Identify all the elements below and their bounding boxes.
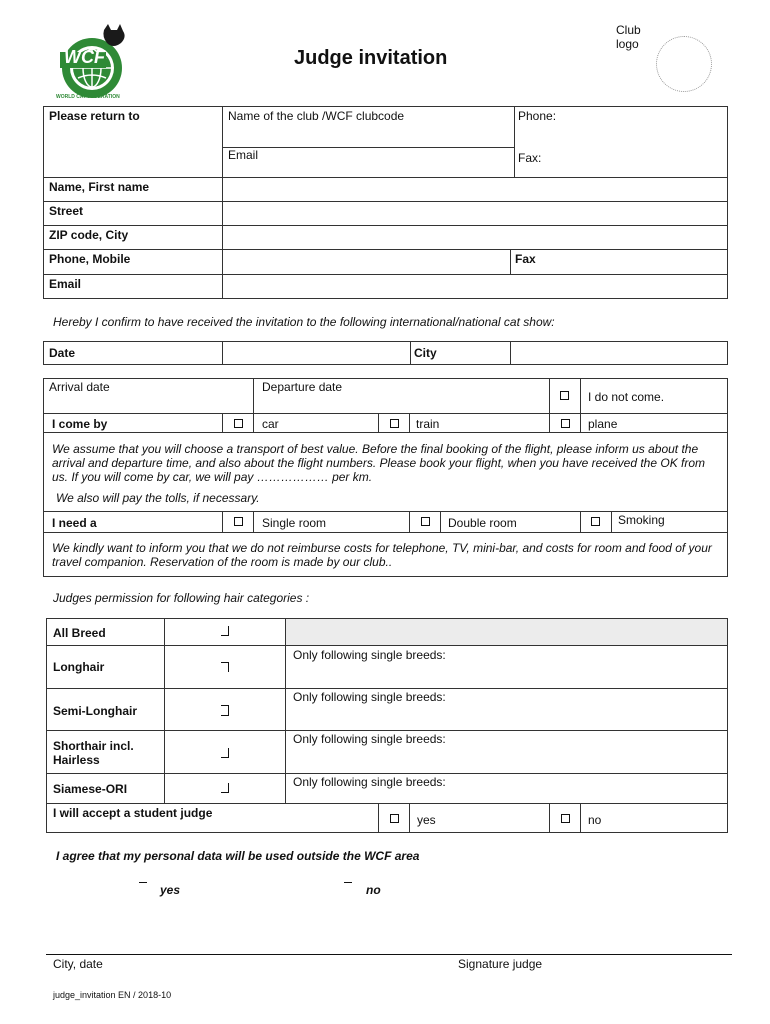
consent-yes-checkbox[interactable] — [139, 882, 147, 883]
form-code: judge_invitation EN / 2018-10 — [53, 990, 172, 1000]
signature-line — [46, 954, 732, 955]
zip-input[interactable] — [223, 226, 727, 249]
consent-yes-label: yes — [160, 883, 181, 897]
name-input[interactable] — [223, 178, 727, 201]
shorthair-label-line1: Shorthair incl. — [53, 739, 134, 753]
shorthair-label-line2: Hairless — [53, 753, 100, 767]
club-name-field[interactable]: Name of the club /WCF clubcode — [228, 109, 405, 123]
shorthair-checkbox[interactable] — [221, 748, 229, 758]
siamese-breeds-field[interactable]: Only following single breeds: — [293, 775, 446, 789]
plane-label: plane — [588, 417, 618, 431]
transport-note: We assume that you will choose a transport of best value. Before the final booking of the flight, please inform us about the arrival and departure time, and also about the flight numbers. Please book your flight, when you have received the OK from us. If you will come by car, we will pay ……………… per km. — [52, 442, 706, 484]
double-room-checkbox[interactable] — [421, 517, 430, 526]
reimburse-note: We kindly want to inform you that we do not reimburse costs for telephone, TV, mini-bar, and costs for room and food of your travel companion. Reservation of the room is made by our club.. — [52, 541, 712, 569]
club-fax-field[interactable]: Fax: — [518, 151, 542, 165]
siamese-label: Siamese-ORI — [53, 782, 128, 796]
consent-text: I agree that my personal data will be used outside the WCF area — [56, 849, 420, 863]
longhair-checkbox[interactable] — [221, 662, 229, 672]
permission-heading: Judges permission for following hair categories : — [53, 591, 310, 605]
phone-mobile-input[interactable] — [223, 250, 509, 273]
car-checkbox[interactable] — [234, 419, 243, 428]
email-label: Email — [49, 277, 82, 291]
student-judge-label: I will accept a student judge — [53, 806, 213, 820]
street-input[interactable] — [223, 202, 727, 225]
shorthair-breeds-field[interactable]: Only following single breeds: — [293, 732, 446, 746]
i-come-by-label: I come by — [52, 417, 108, 431]
phone-mobile-label: Phone, Mobile — [49, 252, 131, 266]
logo-ring-text: WORLD CAT FEDERATION — [56, 94, 120, 100]
departure-date-field[interactable]: Departure date — [262, 380, 343, 394]
show-date-input[interactable] — [223, 342, 409, 364]
tolls-note: We also will pay the tolls, if necessary. — [56, 491, 260, 505]
all-breed-checkbox[interactable] — [221, 626, 229, 636]
i-need-a-label: I need a — [52, 516, 97, 530]
smoking-label: Smoking — [618, 513, 665, 527]
street-label: Street — [49, 204, 84, 218]
plane-checkbox[interactable] — [561, 419, 570, 428]
train-label: train — [416, 417, 440, 431]
semi-longhair-checkbox[interactable] — [221, 705, 229, 716]
single-room-checkbox[interactable] — [234, 517, 243, 526]
single-room-label: Single room — [262, 516, 327, 530]
logo-text: WCF — [64, 47, 105, 67]
longhair-breeds-field[interactable]: Only following single breeds: — [293, 648, 446, 662]
show-date-label: Date — [49, 346, 76, 360]
please-return-to-label: Please return to — [49, 109, 140, 123]
consent-no-checkbox[interactable] — [344, 882, 352, 883]
consent-no-label: no — [366, 883, 381, 897]
train-checkbox[interactable] — [390, 419, 399, 428]
club-email-field[interactable]: Email — [228, 148, 259, 162]
longhair-label: Longhair — [53, 660, 105, 674]
fax-label: Fax — [515, 252, 536, 266]
show-city-input[interactable] — [511, 342, 727, 364]
smoking-checkbox[interactable] — [591, 517, 600, 526]
student-judge-no-checkbox[interactable] — [561, 814, 570, 823]
student-judge-yes-label: yes — [417, 813, 436, 827]
club-logo-placeholder[interactable] — [656, 36, 712, 92]
double-room-label: Double room — [448, 516, 517, 530]
zip-label: ZIP code, City — [49, 228, 129, 242]
name-label: Name, First name — [49, 180, 150, 194]
semi-longhair-label: Semi-Longhair — [53, 704, 138, 718]
semi-longhair-breeds-field[interactable]: Only following single breeds: — [293, 690, 446, 704]
student-judge-yes-checkbox[interactable] — [390, 814, 399, 823]
car-label: car — [262, 417, 279, 431]
siamese-checkbox[interactable] — [221, 783, 229, 793]
signature-label: Signature judge — [458, 957, 543, 971]
club-logo-label: Club logo — [616, 23, 641, 51]
arrival-date-field[interactable]: Arrival date — [49, 380, 110, 394]
all-breed-label: All Breed — [53, 626, 106, 640]
student-judge-no-label: no — [588, 813, 602, 827]
not-come-label: I do not come. — [588, 390, 665, 404]
page-title: Judge invitation — [294, 47, 448, 69]
not-come-checkbox[interactable] — [560, 391, 569, 400]
club-phone-field[interactable]: Phone: — [518, 109, 557, 123]
confirm-text: Hereby I confirm to have received the invitation to the following international/national cat show: — [53, 315, 555, 329]
email-input[interactable] — [223, 275, 727, 298]
wcf-logo — [52, 22, 134, 104]
show-city-label: City — [414, 346, 437, 360]
city-date-label: City, date — [53, 957, 103, 971]
